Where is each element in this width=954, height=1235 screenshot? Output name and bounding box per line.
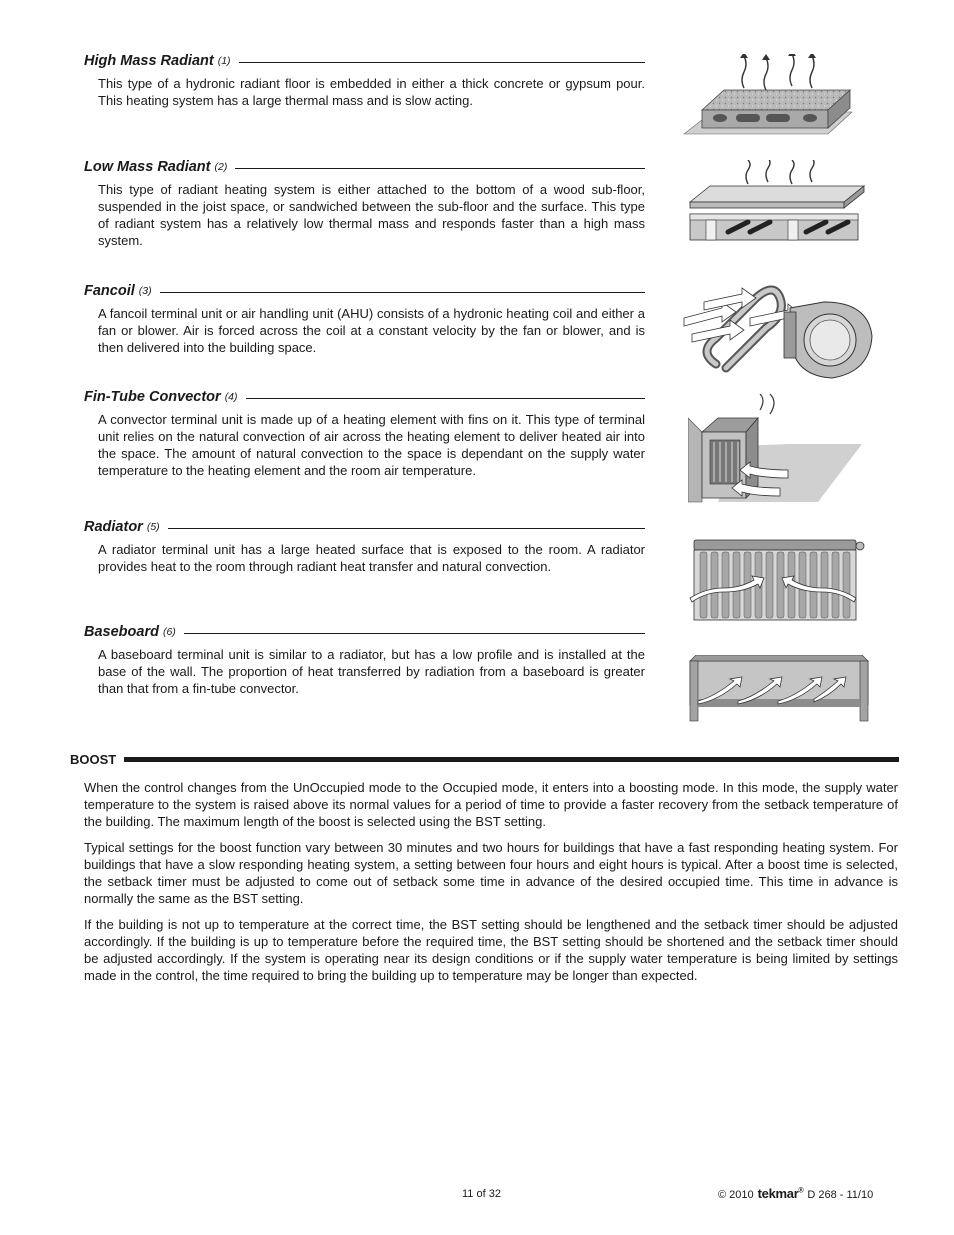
section-number: (5) xyxy=(146,521,160,533)
section-number: (4) xyxy=(224,391,238,403)
document-code: D 268 - 11/10 xyxy=(807,1189,874,1201)
boost-paragraph: When the control changes from the UnOccupied mode to the Occupied mode, it enters into a boosting mode. In this mode, the supply water temperature to the system is raised above its normal values for a period of time to provide a faster recovery from the setback temperature of the building. The maximum length of the boost is selected using the BST setting. xyxy=(84,780,898,829)
baseboard-illustration xyxy=(686,655,872,723)
section-number: (1) xyxy=(217,55,231,67)
section-number: (3) xyxy=(138,285,152,297)
section-fancoil xyxy=(84,282,645,356)
boost-paragraph: Typical settings for the boost function vary between 30 minutes and two hours for buildings that have a fast responding heating system. For buildings that have a slow responding heating system, a setting between four hours and eight hours is typical. After a boost time is selected, the setback timer must be adjusted to come out of setback some time in advance of the desired occupied time. This time in advance is normally the same as the BST setting. xyxy=(84,840,898,906)
section-rule xyxy=(246,398,645,399)
section-body: A baseboard terminal unit is similar to a radiator, but has a low profile and is installed at the base of the wall. The proportion of heat transferred by radiation from a baseboard is greater than that from a fin-tube convector. xyxy=(98,647,645,696)
section-rule xyxy=(235,168,645,169)
boost-title: BOOST xyxy=(70,752,117,767)
section-body: This type of radiant heating system is either attached to the bottom of a wood sub-floor, suspended in the joist space, or sandwiched between the sub-floor and the surface. This type of radiant system has a relatively low thermal mass and responds faster than a high mass system. xyxy=(98,182,645,248)
brand-logo xyxy=(758,1186,804,1201)
section-heading xyxy=(84,52,645,70)
section-heading xyxy=(84,388,645,406)
radiator-illustration xyxy=(686,538,866,622)
section-title: Baseboard xyxy=(84,624,159,640)
fancoil-illustration xyxy=(680,268,874,380)
brand-mark: ® xyxy=(798,1187,804,1195)
copyright: © 2010 xyxy=(718,1189,754,1201)
section-rule xyxy=(239,62,645,63)
section-radiator xyxy=(84,518,645,575)
section-rule xyxy=(160,292,645,293)
brand-name: tekmar xyxy=(757,1186,799,1201)
low-mass-radiant-illustration xyxy=(688,160,866,244)
section-title: Radiator xyxy=(84,519,143,535)
section-heading xyxy=(84,282,645,300)
section-rule xyxy=(168,528,645,529)
section-rule xyxy=(184,633,645,634)
page-number: 11 of 32 xyxy=(462,1188,501,1200)
boost-heading xyxy=(70,752,899,767)
section-heading xyxy=(84,518,645,536)
section-heading xyxy=(84,623,645,641)
section-title: High Mass Radiant xyxy=(84,53,214,69)
section-body: A fancoil terminal unit or air handling unit (AHU) consists of a hydronic heating coil and either a fan or blower. Air is forced across the coil at a constant velocity by the fan or blower, and is then delivered into the building space. xyxy=(98,306,645,355)
section-number: (2) xyxy=(214,161,228,173)
high-mass-radiant-illustration xyxy=(682,54,854,138)
section-number: (6) xyxy=(162,626,176,638)
section-body: A convector terminal unit is made up of a heating element with fins on it. This type of terminal unit relies on the natural convection of air across the heating element to deliver heated air into the space. The amount of natural convection to the space is dependant on the supply water temperature to the heating element and the room air temperature. xyxy=(98,412,645,478)
footer-info xyxy=(718,1186,873,1201)
section-low-mass-radiant xyxy=(84,158,645,249)
fin-tube-convector-illustration xyxy=(688,392,864,504)
section-body: A radiator terminal unit has a large heated surface that is exposed to the room. A radiator provides heat to the room through radiant heat transfer and natural convection. xyxy=(98,542,645,574)
section-heading xyxy=(84,158,645,176)
boost-body xyxy=(84,779,898,993)
section-baseboard xyxy=(84,623,645,697)
section-fin-tube-convector xyxy=(84,388,645,479)
section-title: Fancoil xyxy=(84,283,135,299)
section-body: This type of a hydronic radiant floor is embedded in either a thick concrete or gypsum pour. This heating system has a large thermal mass and is slow acting. xyxy=(98,76,645,108)
boost-rule xyxy=(124,757,899,762)
section-high-mass-radiant xyxy=(84,52,645,109)
boost-paragraph: If the building is not up to temperature at the correct time, the BST setting should be lengthened and the setback timer should be adjusted accordingly. If the building is up to temperature before the required time, the BST setting should be shortened and the setback timer should be adjusted accordingly. If the system is operating near its design conditions or if the supply water temperature is being limited by settings made in the control, the time required to bring the building up to temperature may be longer than expected. xyxy=(84,917,898,983)
section-title: Low Mass Radiant xyxy=(84,159,211,175)
section-title: Fin-Tube Convector xyxy=(84,389,221,405)
